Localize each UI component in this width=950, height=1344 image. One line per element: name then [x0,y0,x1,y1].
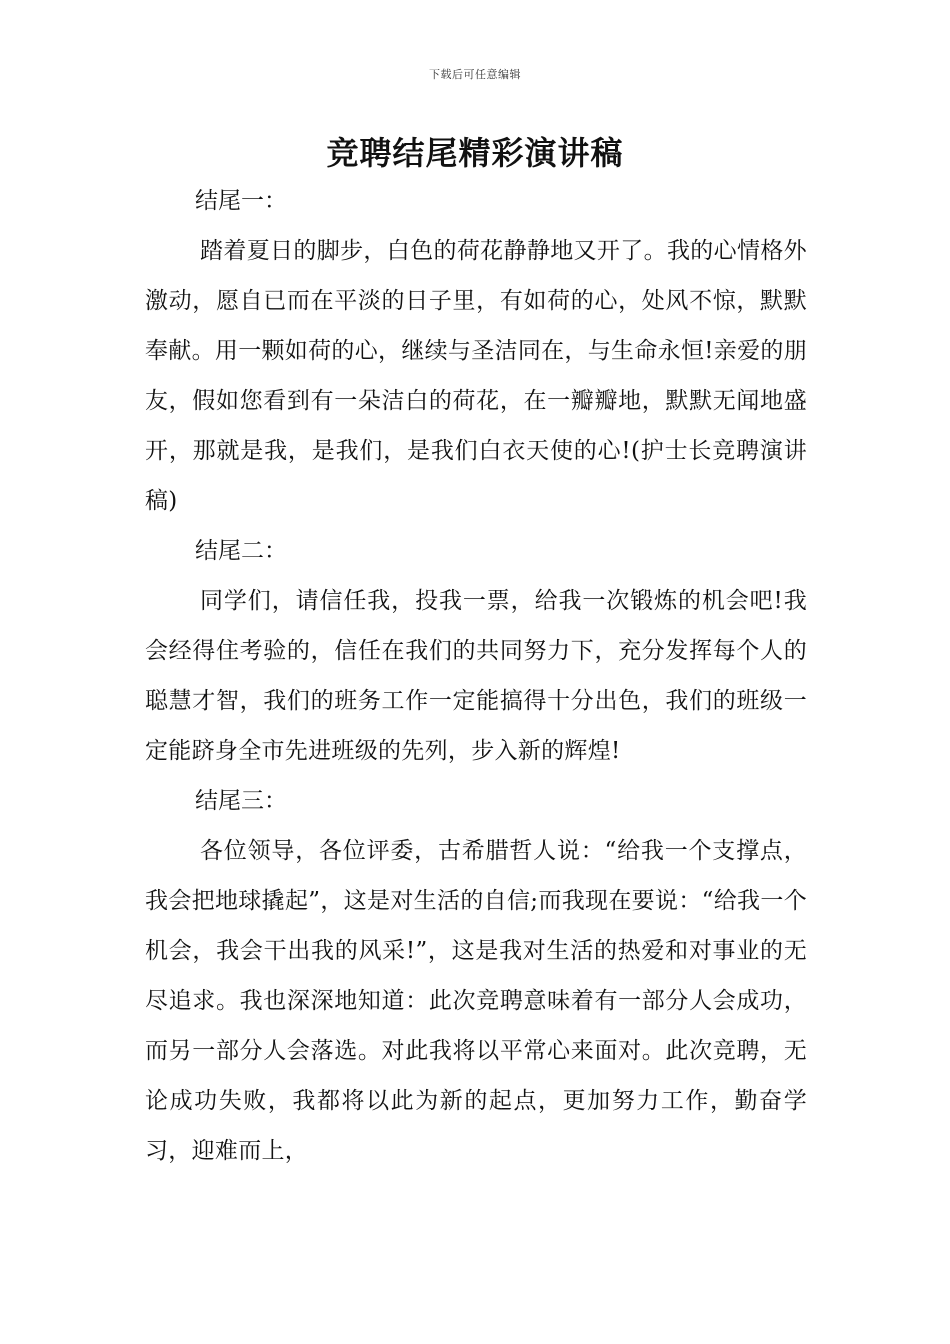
header-note: 下载后可任意编辑 [429,68,521,81]
section-paragraph-2: 同学们，请信任我，投我一票，给我一次锻炼的机会吧!我会经得住考验的，信任在我们的共同努力下，充分发挥每个人的聪慧才智，我们的班务工作一定能搞得十分出色，我们的班级一定能跻身全市先进班级的先列，步入新的辉煌! [145,588,807,764]
section-paragraph-3: 各位领导，各位评委，古希腊哲人说：“给我一个支撑点，我会把地球撬起”，这是对生活的自信;而我现在要说：“给我一个机会，我会干出我的风采!”，这是我对生活的热爱和对事业的无尽追求。我也深深地知道：此次竞聘意味着有一部分人会成功，而另一部分人会落选。对此我将以平常心来面对。此次竞聘，无论成功失败，我都将以此为新的起点，更加努力工作，勤奋学习，迎难而上， [145,838,807,1164]
document-body [145,176,807,1176]
section-paragraph-1: 踏着夏日的脚步，白色的荷花静静地又开了。我的心情格外激动，愿自已而在平淡的日子里，有如荷的心，处风不惊，默默奉献。用一颗如荷的心，继续与圣洁同在，与生命永恒!亲爱的朋友，假如您看到有一朵洁白的荷花，在一瓣瓣地，默默无闻地盛开，那就是我，是我们，是我们白衣天使的心!(护士长竞聘演讲稿) [145,238,807,514]
section-label-3: 结尾三： [195,788,287,814]
section-label-1: 结尾一： [195,188,287,214]
section-label-2: 结尾二： [195,538,287,564]
page-title: 竞聘结尾精彩演讲稿 [326,134,624,172]
